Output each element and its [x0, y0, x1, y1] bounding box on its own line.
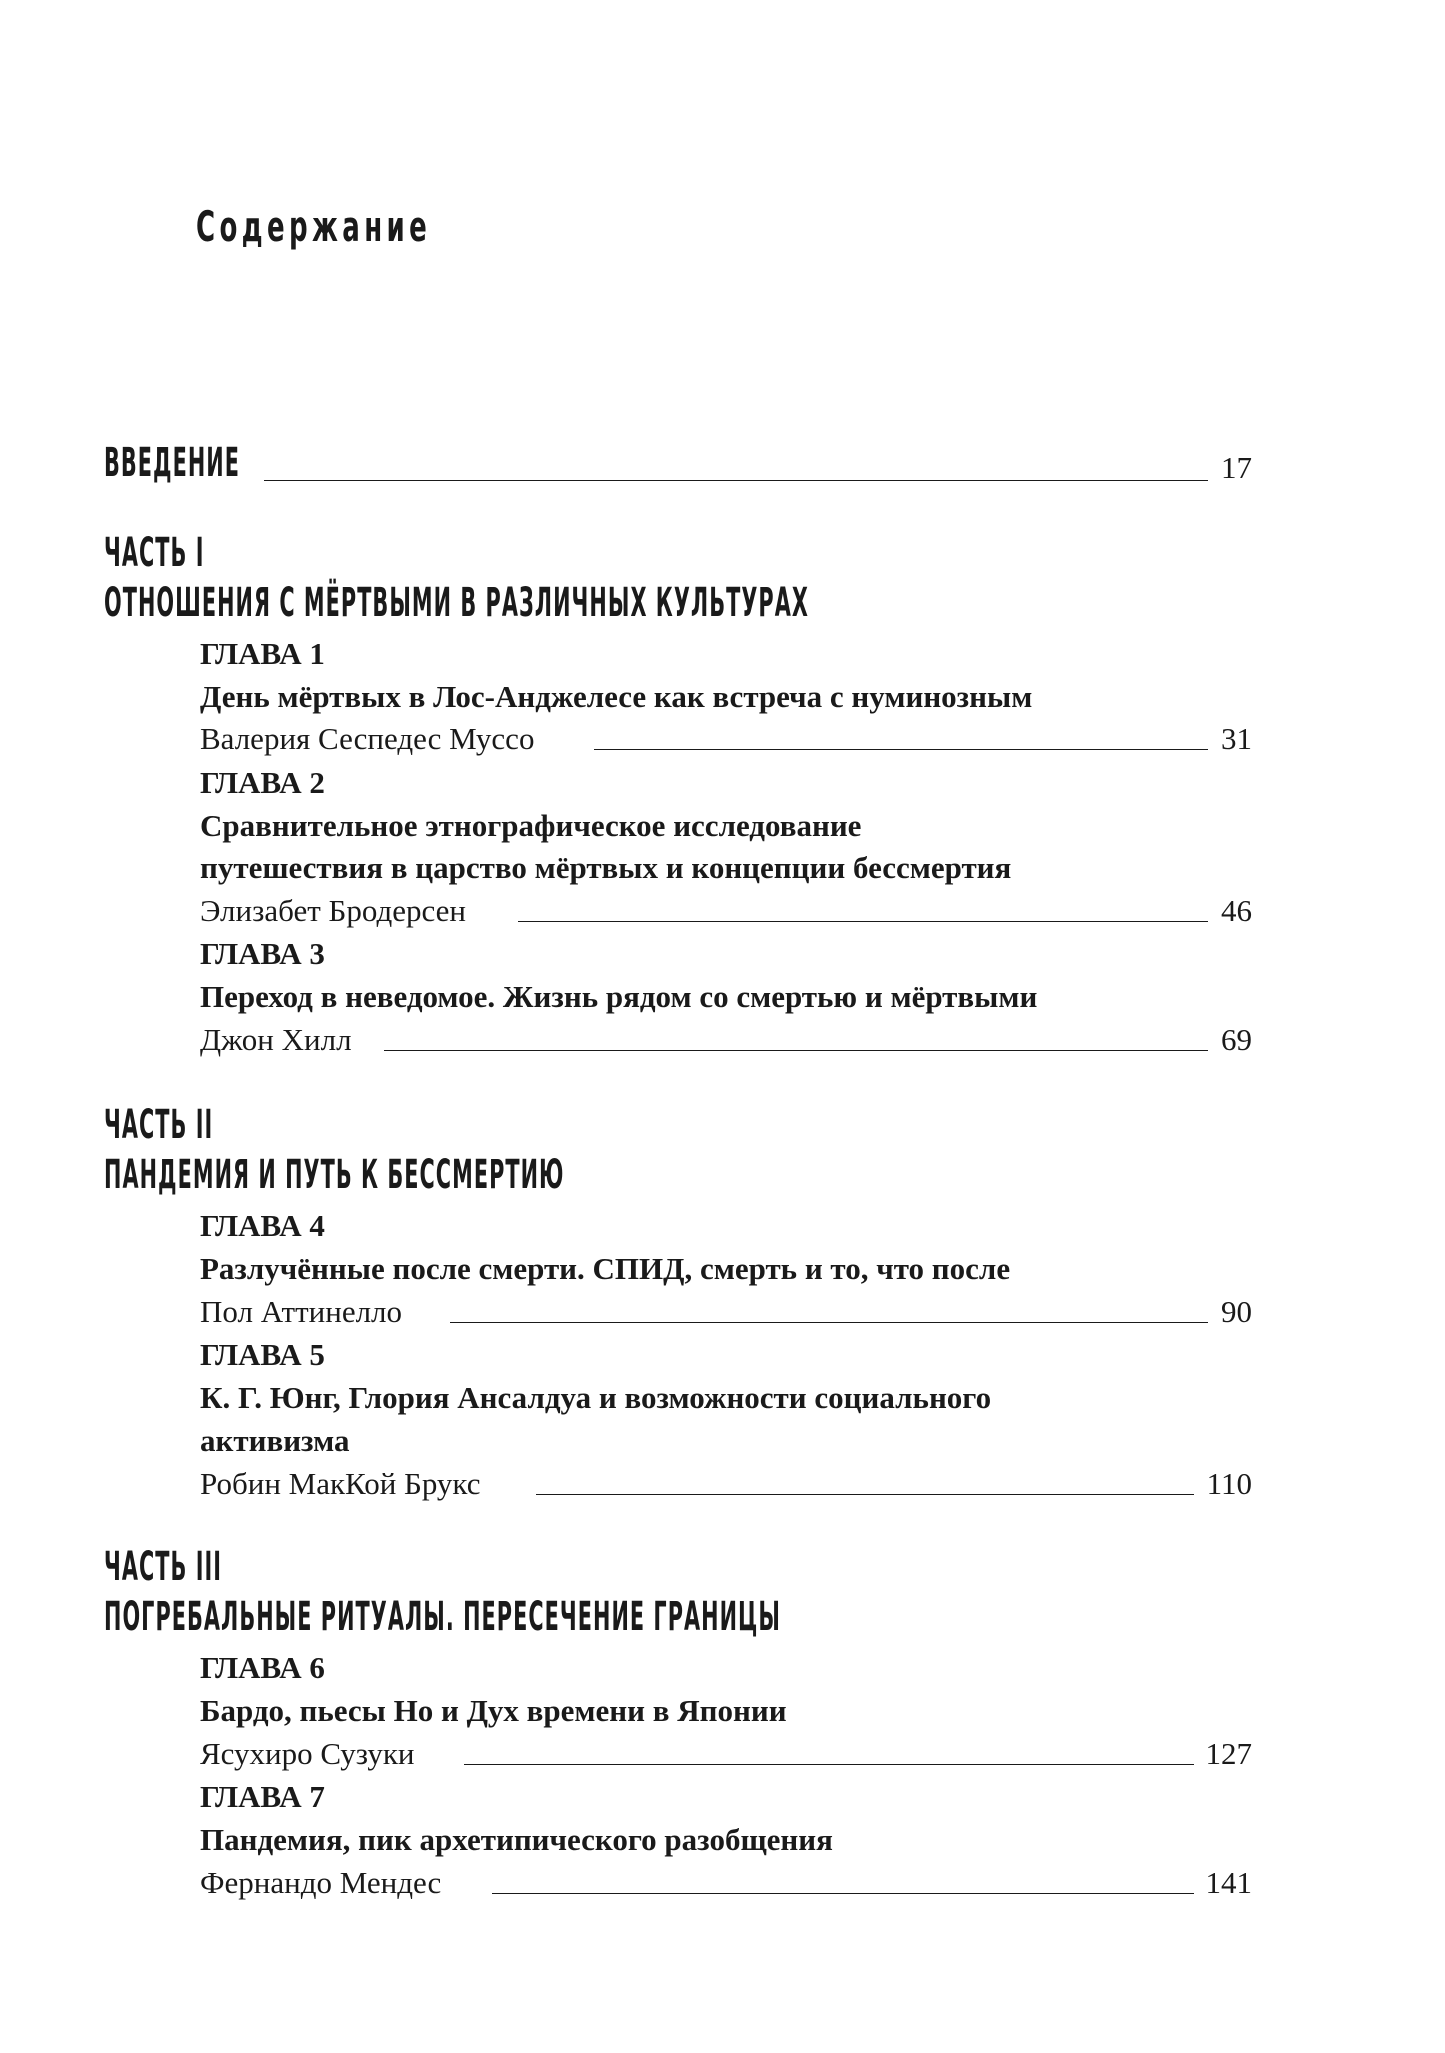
chapter-label: ГЛАВА 4 [200, 1208, 325, 1243]
chapter-author: Робин МакКой Брукс [200, 1466, 481, 1501]
chapter-label: ГЛАВА 7 [200, 1779, 325, 1814]
dot-leader [518, 921, 1208, 922]
chapter-title-continued: путешествия в царство мёртвых и концепции бессмертия [200, 850, 1012, 885]
dot-leader [264, 480, 1208, 481]
page-number: 31 [1221, 721, 1252, 756]
page-title: Содержание [196, 202, 432, 251]
chapter-author: Элизабет Бродерсен [200, 893, 466, 928]
page-number: 17 [1221, 450, 1252, 485]
page-number: 46 [1221, 893, 1252, 928]
intro-label: ВВЕДЕНИЕ [104, 440, 240, 486]
dot-leader [384, 1050, 1208, 1051]
part-title: ПОГРЕБАЛЬНЫЕ РИТУАЛЫ. ПЕРЕСЕЧЕНИЕ ГРАНИЦЫ [104, 1594, 781, 1640]
chapter-title: Переход в неведомое. Жизнь рядом со смертью и мёртвыми [200, 979, 1038, 1014]
dot-leader [492, 1893, 1194, 1894]
chapter-label: ГЛАВА 3 [200, 936, 325, 971]
part-label: ЧАСТЬ III [104, 1544, 223, 1590]
chapter-author: Ясухиро Сузуки [200, 1736, 415, 1771]
chapter-author: Валерия Сеспедес Муссо [200, 721, 535, 756]
dot-leader [594, 749, 1208, 750]
page-number: 69 [1221, 1022, 1252, 1057]
part-title: ОТНОШЕНИЯ С МЁРТВЫМИ В РАЗЛИЧНЫХ КУЛЬТУРАХ [104, 580, 809, 626]
chapter-title: Пандемия, пик архетипического разобщения [200, 1822, 833, 1857]
dot-leader [450, 1322, 1208, 1323]
dot-leader [536, 1494, 1194, 1495]
chapter-title: Бардо, пьесы Но и Дух времени в Японии [200, 1693, 787, 1728]
part-label: ЧАСТЬ I [104, 530, 205, 576]
part-label: ЧАСТЬ II [104, 1102, 214, 1148]
chapter-label: ГЛАВА 5 [200, 1337, 325, 1372]
chapter-author: Пол Аттинелло [200, 1294, 403, 1329]
chapter-title: Разлучённые после смерти. СПИД, смерть и то, что после [200, 1251, 1011, 1286]
chapter-label: ГЛАВА 2 [200, 765, 325, 800]
chapter-label: ГЛАВА 1 [200, 636, 325, 671]
chapter-title-continued: активизма [200, 1423, 350, 1458]
page-number: 90 [1221, 1294, 1252, 1329]
chapter-title: К. Г. Юнг, Глория Ансалдуа и возможности социального [200, 1380, 992, 1415]
chapter-title: День мёртвых в Лос-Анджелесе как встреча с нуминозным [200, 679, 1033, 714]
page-number: 110 [1206, 1466, 1252, 1501]
chapter-label: ГЛАВА 6 [200, 1650, 325, 1685]
chapter-author: Джон Хилл [200, 1022, 352, 1057]
page-number: 127 [1205, 1736, 1252, 1771]
chapter-author: Фернандо Мендес [200, 1865, 442, 1900]
chapter-title: Сравнительное этнографическое исследование [200, 808, 862, 843]
part-title: ПАНДЕМИЯ И ПУТЬ К БЕССМЕРТИЮ [104, 1152, 565, 1198]
dot-leader [464, 1764, 1194, 1765]
page-number: 141 [1205, 1865, 1252, 1900]
